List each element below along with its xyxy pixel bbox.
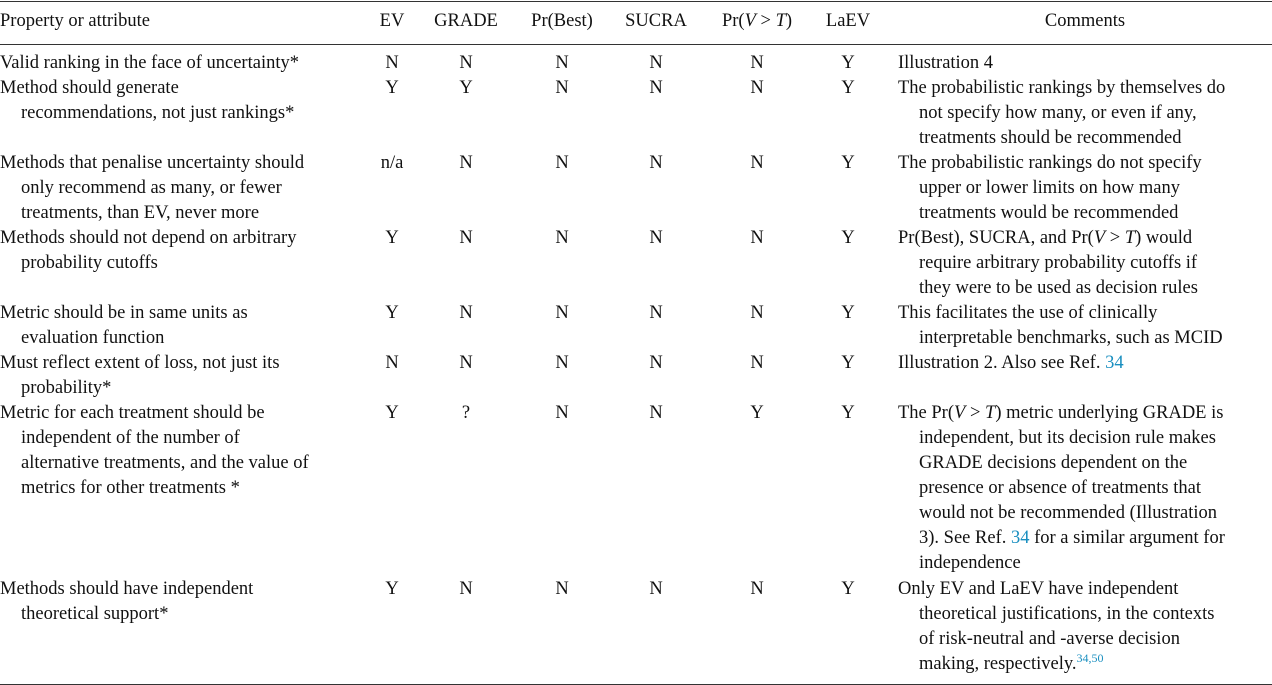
property-cell	[0, 226, 296, 276]
header-prv-open: Pr(	[721, 11, 745, 31]
comment-cell	[898, 301, 1223, 351]
value-laev: Y	[841, 153, 855, 173]
value-ev: Y	[385, 78, 399, 98]
comment-line	[898, 151, 1202, 176]
value-laev: Y	[841, 353, 855, 373]
value-grade: N	[459, 153, 473, 173]
comment-line	[898, 201, 1202, 226]
value-prbest: N	[555, 303, 569, 323]
property-line: theoretical support*	[21, 604, 169, 624]
top-rule	[0, 1, 1272, 2]
value-prv: N	[750, 579, 764, 599]
ref-link-34[interactable]: 34	[1076, 651, 1089, 665]
value-grade: N	[459, 303, 473, 323]
property-line: Valid ranking in the face of uncertainty*	[0, 53, 299, 73]
property-cell	[0, 577, 253, 627]
property-line: recommendations, not just rankings*	[21, 103, 295, 123]
comment-text: The probabilistic rankings do not specify	[898, 153, 1202, 173]
header-comments: Comments	[1044, 11, 1126, 31]
comment-line: making, respectively.$^{34,50}$	[919, 651, 1104, 674]
ref-separator: ,	[1088, 651, 1092, 665]
property-line: Method should generate	[0, 78, 179, 98]
value-prbest: N	[555, 53, 569, 73]
value-laev: Y	[841, 303, 855, 323]
value-sucra: N	[649, 403, 663, 423]
italic-v: V	[954, 403, 966, 423]
comment-line	[898, 602, 1214, 627]
comment-cell	[898, 351, 1124, 376]
header-laev: LaEV	[825, 11, 871, 31]
comment-text: treatments would be recommended	[919, 203, 1179, 223]
comment-line: Pr(Best), SUCRA, and Pr(V > T) would	[898, 228, 1193, 248]
value-laev: Y	[841, 403, 855, 423]
comment-text: would not be recommended (Illustration	[919, 503, 1217, 523]
header-prv-v: V	[744, 11, 756, 31]
comment-line	[898, 577, 1214, 602]
property-line: Metric should be in same units as	[0, 303, 248, 323]
property-cell	[0, 51, 299, 76]
value-sucra: N	[649, 53, 663, 73]
value-ev: Y	[385, 303, 399, 323]
value-laev: Y	[841, 53, 855, 73]
value-ev: N	[385, 53, 399, 73]
comment-text: independent, but its decision rule makes	[919, 428, 1216, 448]
comment-line	[898, 326, 1223, 351]
ref-link-34[interactable]: 34	[1105, 353, 1124, 373]
value-sucra: N	[649, 78, 663, 98]
comment-text: of risk-neutral and -averse decision	[919, 629, 1180, 649]
comment-text: GRADE decisions dependent on the	[919, 453, 1188, 473]
value-grade: N	[459, 579, 473, 599]
comment-line	[898, 426, 1225, 451]
comment-text: presence or absence of treatments that	[919, 478, 1201, 498]
comment-line	[898, 51, 993, 76]
header-prv-close: )	[785, 11, 793, 31]
value-prbest: N	[555, 78, 569, 98]
property-cell	[0, 401, 309, 501]
property-line: Methods should not depend on arbitrary	[0, 228, 297, 248]
property-cell	[0, 301, 248, 351]
comment-cell	[898, 226, 1198, 301]
comment-text: require arbitrary probability cutoffs if	[919, 253, 1198, 273]
comment-line: 3). See Ref. 34 for a similar argument for	[919, 528, 1225, 548]
comment-text: The probabilistic rankings by themselves do	[898, 78, 1226, 98]
value-sucra: N	[649, 353, 663, 373]
comment-text: independence	[919, 553, 1021, 573]
header-prv	[722, 9, 792, 34]
italic-v: V	[1093, 228, 1106, 248]
comment-cell	[898, 401, 1225, 576]
value-prv: Y	[750, 403, 764, 423]
header-sucra: SUCRA	[625, 11, 687, 31]
value-sucra: N	[649, 579, 663, 599]
comment-line	[898, 451, 1225, 476]
property-cell	[0, 151, 304, 226]
comment-text: Illustration 4	[898, 53, 994, 73]
value-prbest: N	[555, 153, 569, 173]
comment-line	[898, 501, 1225, 526]
ref-link-34[interactable]: 34	[1010, 528, 1030, 548]
comment-line	[898, 126, 1225, 151]
value-ev: n/a	[380, 153, 404, 173]
property-line: Methods that penalise uncertainty should	[0, 153, 305, 173]
value-prbest: N	[555, 579, 569, 599]
property-line: independent of the number of	[21, 428, 240, 448]
comment-text: interpretable benchmarks, such as MCID	[919, 328, 1223, 348]
value-sucra: N	[649, 228, 663, 248]
comment-text: This facilitates the use of clinically	[898, 303, 1158, 323]
comment-text: they were to be used as decision rules	[919, 278, 1198, 298]
header-ev: EV	[379, 11, 405, 31]
value-grade: ?	[461, 403, 471, 423]
value-ev: N	[385, 353, 399, 373]
comment-line	[898, 301, 1223, 326]
italic-t: T	[985, 403, 996, 423]
header-prv-t: T	[775, 11, 786, 31]
value-ev: Y	[385, 403, 399, 423]
value-prv: N	[750, 353, 764, 373]
comment-line	[898, 476, 1225, 501]
comment-line	[898, 176, 1202, 201]
value-prv: N	[750, 228, 764, 248]
property-line: Must reflect extent of loss, not just its	[0, 353, 280, 373]
property-cell	[0, 76, 294, 126]
superscript-refs	[1077, 651, 1104, 665]
comment-line	[898, 276, 1198, 301]
comment-text: Only EV and LaEV have independent	[898, 579, 1179, 599]
value-prbest: N	[555, 228, 569, 248]
property-line: alternative treatments, and the value of	[21, 453, 309, 473]
property-line: metrics for other treatments *	[21, 478, 240, 498]
property-line: probability*	[21, 378, 112, 398]
value-grade: N	[459, 53, 473, 73]
value-prbest: N	[555, 403, 569, 423]
property-line: Metric for each treatment should be	[0, 403, 265, 423]
comment-text: not specify how many, or even if any,	[919, 103, 1197, 123]
comment-cell	[898, 151, 1202, 226]
property-cell	[0, 351, 280, 401]
header-rule	[0, 44, 1272, 45]
value-sucra: N	[649, 303, 663, 323]
value-grade: Y	[459, 78, 473, 98]
comment-text: treatments should be recommended	[919, 128, 1182, 148]
comment-line	[898, 101, 1225, 126]
value-grade: N	[459, 353, 473, 373]
property-line: probability cutoffs	[21, 253, 158, 273]
comment-text: theoretical justifications, in the contexts	[919, 604, 1215, 624]
value-ev: Y	[385, 579, 399, 599]
comment-cell	[898, 577, 1214, 677]
value-laev: Y	[841, 78, 855, 98]
comment-text: upper or lower limits on how many	[919, 178, 1181, 198]
comment-line: Illustration 2. Also see Ref. 34	[898, 353, 1124, 373]
comment-line: The Pr(V > T) metric underlying GRADE is	[898, 403, 1224, 423]
property-line: evaluation function	[21, 328, 165, 348]
comment-cell	[898, 76, 1225, 151]
italic-t: T	[1124, 228, 1136, 248]
value-sucra: N	[649, 153, 663, 173]
comment-cell	[898, 51, 993, 76]
value-prv: N	[750, 303, 764, 323]
property-line: Methods should have independent	[0, 579, 254, 599]
header-prv-gt: >	[755, 11, 776, 31]
value-prbest: N	[555, 353, 569, 373]
value-prv: N	[750, 78, 764, 98]
comment-line	[898, 251, 1198, 276]
header-property: Property or attribute	[0, 11, 151, 31]
value-prv: N	[750, 153, 764, 173]
property-line: treatments, than EV, never more	[21, 203, 260, 223]
value-laev: Y	[841, 579, 855, 599]
property-line: only recommend as many, or fewer	[21, 178, 282, 198]
value-ev: Y	[385, 228, 399, 248]
value-prv: N	[750, 53, 764, 73]
value-grade: N	[459, 228, 473, 248]
header-grade: GRADE	[434, 11, 498, 31]
header-prbest: Pr(Best)	[531, 11, 593, 31]
ref-link-50[interactable]: 50	[1091, 651, 1104, 665]
comment-line	[898, 76, 1225, 101]
value-laev: Y	[841, 228, 855, 248]
comment-line	[898, 551, 1225, 576]
comment-line	[898, 627, 1214, 652]
